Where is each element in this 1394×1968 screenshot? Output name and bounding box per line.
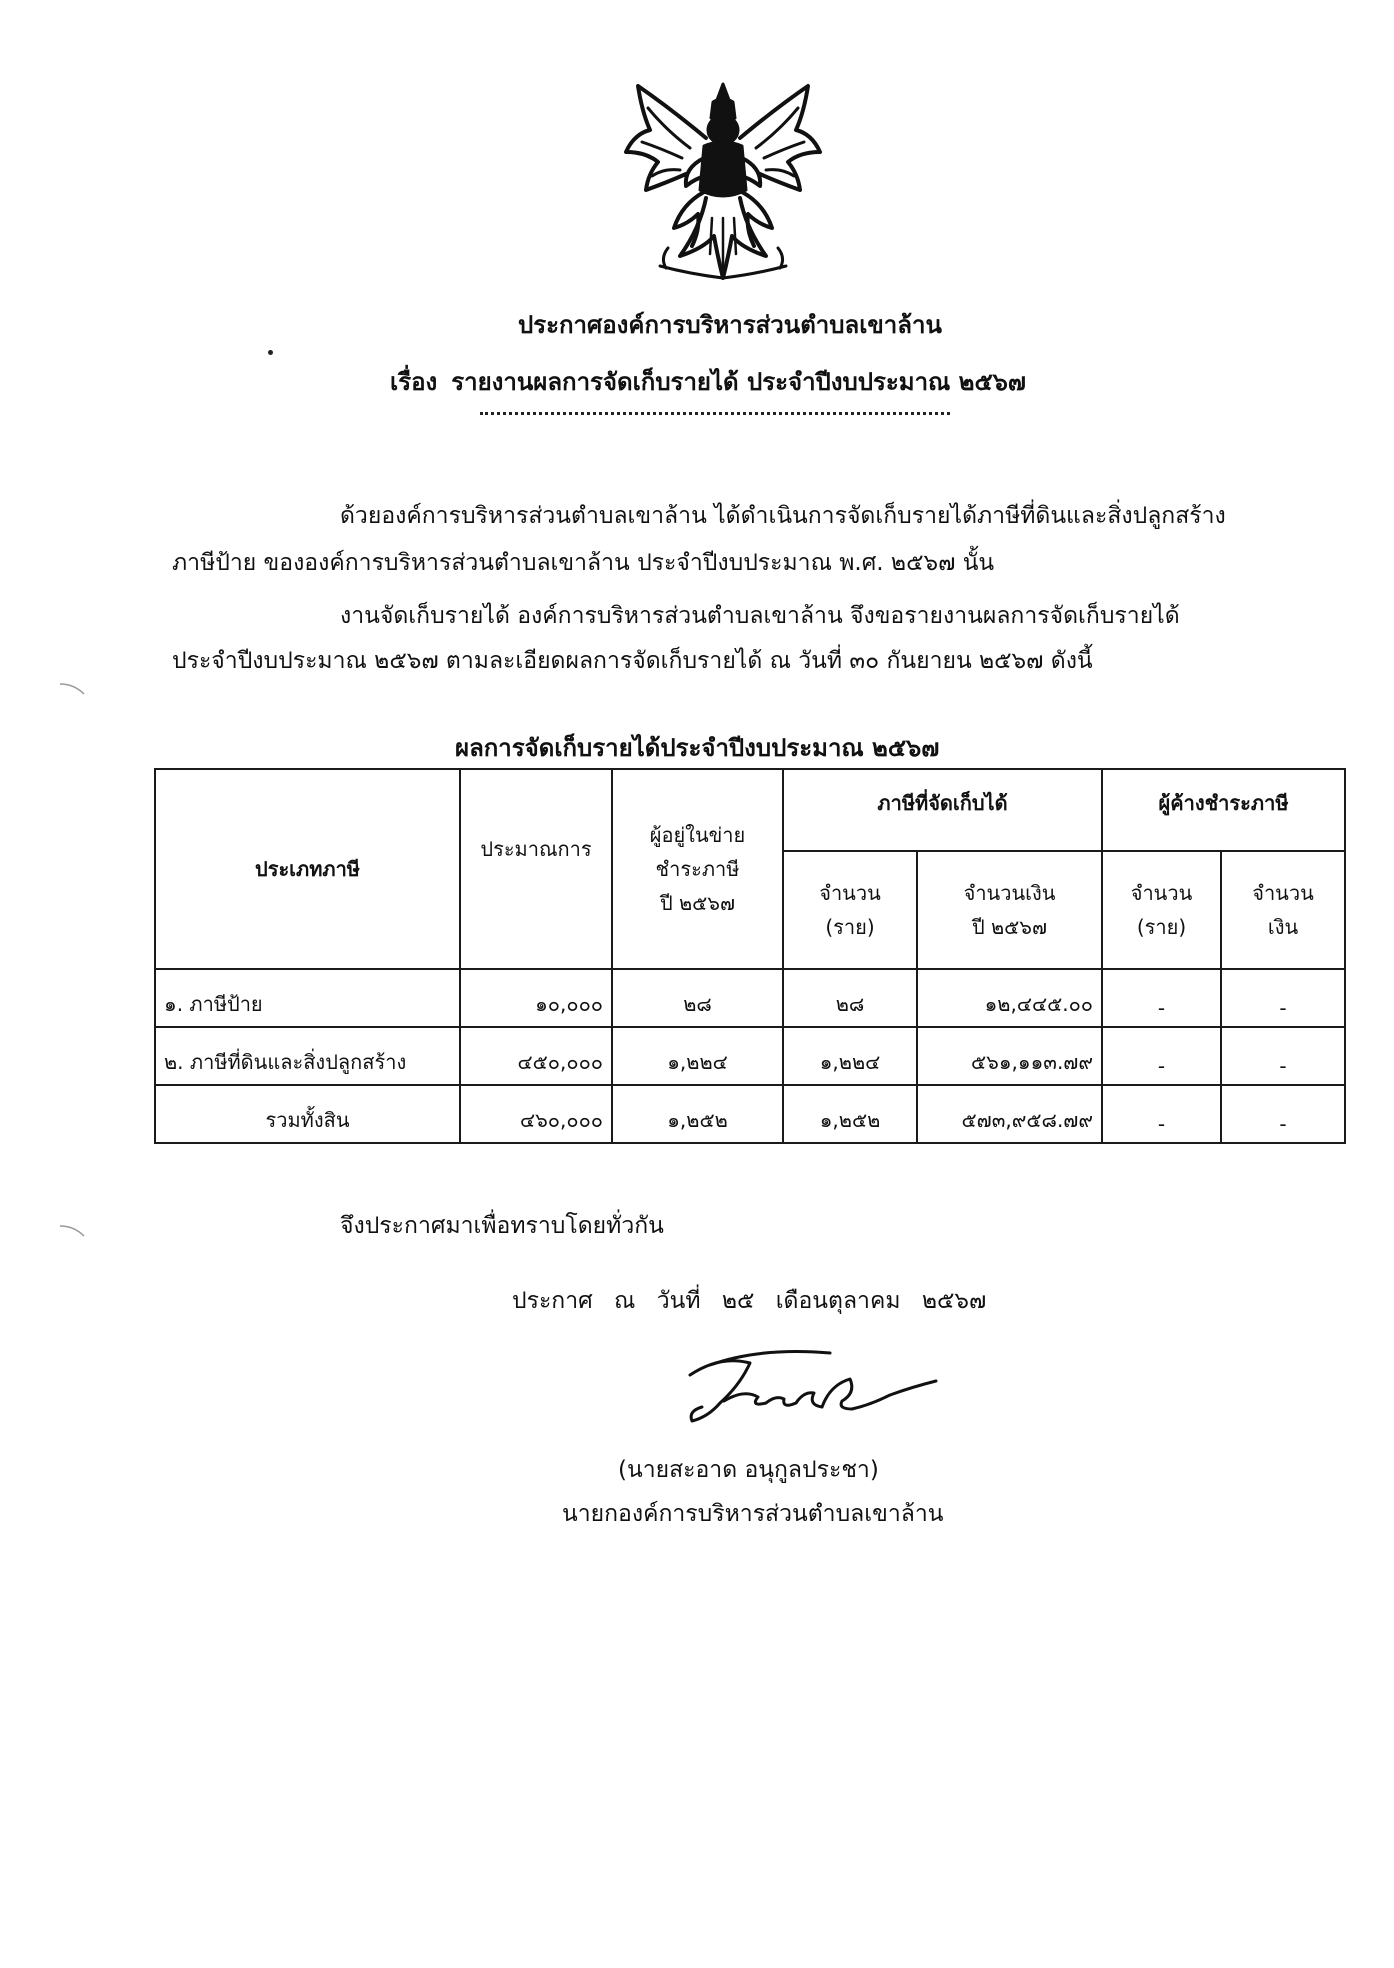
cell-total-arrears-amount: - — [1221, 1085, 1345, 1143]
cell-collected-amount: ๑๒,๔๔๕.๐๐ — [917, 969, 1102, 1027]
cell-tax-type: ๒. ภาษีที่ดินและสิ่งปลูกสร้าง — [155, 1027, 460, 1085]
header-payers — [612, 769, 783, 969]
revenue-table — [154, 768, 1346, 1144]
garuda-emblem — [620, 78, 826, 286]
paragraph-2-line-1: งานจัดเก็บรายได้ องค์การบริหารส่วนตำบลเขาล้าน จึงขอรายงานผลการจัดเก็บรายได้ — [340, 603, 1180, 629]
header-collected-group: ภาษีที่จัดเก็บได้ — [783, 769, 1102, 851]
header-arrears-count — [1102, 851, 1221, 969]
scan-mark — [58, 1222, 88, 1238]
header-arrears-count-line-1: จำนวน — [1130, 881, 1193, 905]
paragraph-1-line-2: ภาษีป้าย ขององค์การบริหารส่วนตำบลเขาล้าน ประจำปีงบประมาณ พ.ศ. ๒๕๖๗ นั้น — [172, 550, 995, 576]
header-payers-line-1: ผู้อยู่ในข่าย — [649, 823, 746, 847]
table-row — [155, 1027, 1345, 1085]
cell-total-collected-amount: ๕๗๓,๙๕๘.๗๙ — [917, 1085, 1102, 1143]
header-payers-line-2: ชำระภาษี — [655, 857, 740, 881]
cell-total-payers: ๑,๒๕๒ — [612, 1085, 783, 1143]
header-collected-amount-line-2: ปี ๒๕๖๗ — [971, 915, 1048, 939]
cell-payers: ๑,๒๒๔ — [612, 1027, 783, 1085]
header-arrears-amount-line-2: เงิน — [1267, 915, 1299, 939]
cell-estimate: ๔๕๐,๐๐๐ — [460, 1027, 612, 1085]
cell-payers: ๒๘ — [612, 969, 783, 1027]
header-arrears-amount — [1221, 851, 1345, 969]
subject-text: รายงานผลการจัดเก็บรายได้ ประจำปีงบประมาณ ๒๕๖๗ — [451, 368, 1026, 396]
table-total-row — [155, 1085, 1345, 1143]
cell-total-estimate: ๔๖๐,๐๐๐ — [460, 1085, 612, 1143]
announcement-subject-line — [390, 362, 1026, 401]
table-row — [155, 969, 1345, 1027]
header-arrears-amount-line-1: จำนวน — [1252, 881, 1314, 905]
scan-speck — [268, 350, 273, 355]
closing-statement: จึงประกาศมาเพื่อทราบโดยทั่วกัน — [340, 1213, 664, 1239]
cell-total-label: รวมทั้งสิน — [155, 1085, 460, 1143]
announcement-org-title: ประกาศองค์การบริหารส่วนตำบลเขาล้าน — [518, 311, 942, 339]
dotted-separator — [480, 412, 950, 415]
header-collected-count — [783, 851, 917, 969]
header-estimate: ประมาณการ — [460, 769, 612, 969]
scan-mark — [58, 680, 88, 696]
cell-arrears-count: - — [1102, 1027, 1221, 1085]
header-collected-amount — [917, 851, 1102, 969]
cell-total-collected-count: ๑,๒๕๒ — [783, 1085, 917, 1143]
cell-arrears-amount: - — [1221, 969, 1345, 1027]
table-title: ผลการจัดเก็บรายได้ประจำปีงบประมาณ ๒๕๖๗ — [455, 734, 940, 762]
cell-collected-amount: ๕๖๑,๑๑๓.๗๙ — [917, 1027, 1102, 1085]
cell-arrears-amount: - — [1221, 1027, 1345, 1085]
cell-total-arrears-count: - — [1102, 1085, 1221, 1143]
subject-label: เรื่อง — [390, 368, 438, 396]
header-collected-count-line-2: (ราย) — [825, 915, 875, 939]
cell-estimate: ๑๐,๐๐๐ — [460, 969, 612, 1027]
cell-arrears-count: - — [1102, 969, 1221, 1027]
header-tax-type: ประเภทภาษี — [155, 769, 460, 969]
handwritten-signature — [680, 1345, 940, 1445]
header-collected-amount-line-1: จำนวนเงิน — [963, 881, 1056, 905]
signatory-position: นายกองค์การบริหารส่วนตำบลเขาล้าน — [562, 1501, 944, 1527]
cell-collected-count: ๒๘ — [783, 969, 917, 1027]
header-payers-line-3: ปี ๒๕๖๗ — [659, 891, 736, 915]
announcement-date: ประกาศ ณ วันที่ ๒๕ เดือนตุลาคม ๒๕๖๗ — [512, 1288, 987, 1314]
paragraph-1-line-1: ด้วยองค์การบริหารส่วนตำบลเขาล้าน ได้ดำเนินการจัดเก็บรายได้ภาษีที่ดินและสิ่งปลูกสร้าง — [340, 503, 1226, 529]
header-arrears-group: ผู้ค้างชำระภาษี — [1102, 769, 1345, 851]
paragraph-2-line-2: ประจำปีงบประมาณ ๒๕๖๗ ตามละเอียดผลการจัดเก็บรายได้ ณ วันที่ ๓๐ กันยายน ๒๕๖๗ ดังนี้ — [172, 648, 1093, 674]
header-collected-count-line-1: จำนวน — [819, 881, 881, 905]
header-arrears-count-line-2: (ราย) — [1136, 915, 1187, 939]
cell-collected-count: ๑,๒๒๔ — [783, 1027, 917, 1085]
signatory-name: (นายสะอาด อนุกูลประชา) — [618, 1457, 879, 1483]
cell-tax-type: ๑. ภาษีป้าย — [155, 969, 460, 1027]
